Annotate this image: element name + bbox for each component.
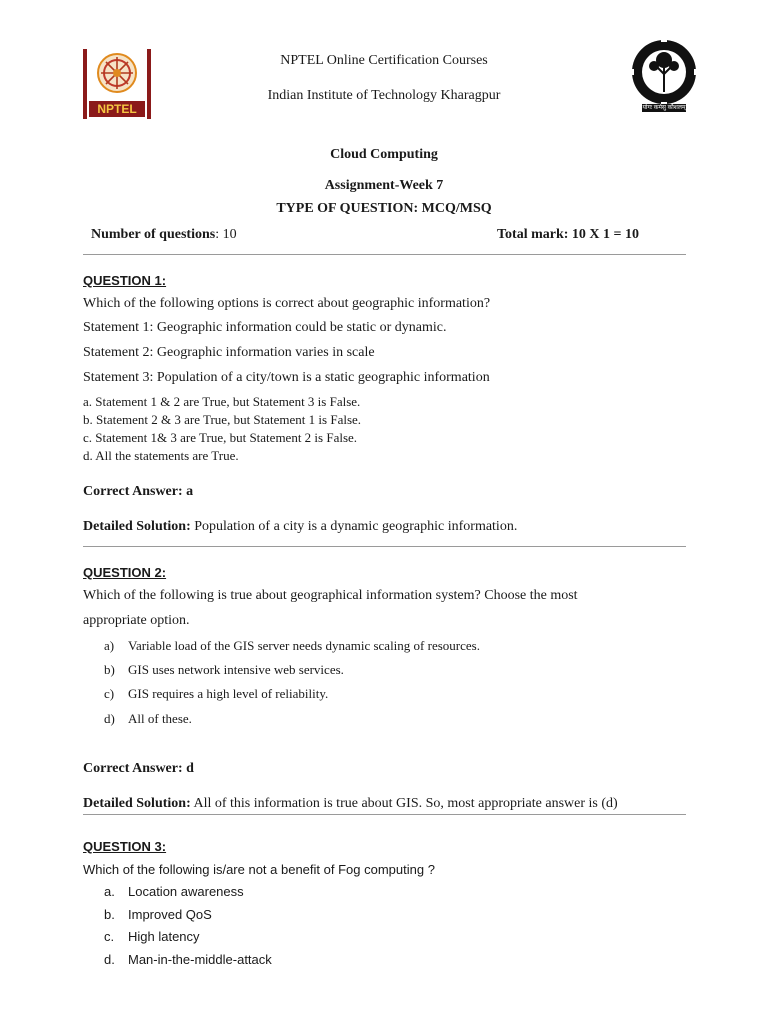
- question-2-option: [104, 686, 328, 702]
- question-2-solution: [83, 796, 618, 812]
- question-2-option: [104, 711, 192, 727]
- option-text: All of these.: [128, 711, 192, 726]
- course-title: Cloud Computing: [330, 147, 438, 162]
- question-2-text: Which of the following is true about geographical information system? Choose the most: [83, 588, 578, 603]
- option-text: High latency: [128, 929, 200, 944]
- number-of-questions: [91, 227, 237, 243]
- option-text: GIS requires a high level of reliability.: [128, 686, 329, 701]
- question-1-solution: [83, 519, 517, 535]
- divider: [83, 814, 686, 815]
- nptel-logo-text: NPTEL: [97, 102, 137, 116]
- question-2-answer: Correct Answer: d: [83, 761, 194, 776]
- question-1-option: d. All the statements are True.: [83, 448, 239, 463]
- divider: [83, 254, 686, 255]
- option-label: b): [104, 662, 115, 677]
- question-3-option: [104, 952, 272, 967]
- question-3-option: [104, 929, 200, 944]
- question-3-option: [104, 907, 212, 922]
- question-type: TYPE OF QUESTION: MCQ/MSQ: [276, 201, 492, 216]
- question-3-option: [104, 884, 244, 899]
- question-1-option: c. Statement 1& 3 are True, but Statement 2 is False.: [83, 430, 358, 445]
- question-1-answer: Correct Answer: a: [83, 484, 194, 499]
- question-1-text: Which of the following options is correct about geographic information?: [83, 296, 491, 311]
- iit-logo-motto: योगः कर्मसु कौशलम्: [642, 105, 686, 111]
- solution-label: Detailed Solution:: [83, 519, 191, 534]
- option-label: b.: [104, 907, 115, 922]
- option-label: a.: [104, 884, 115, 899]
- option-label: c.: [104, 929, 115, 944]
- header-line-2: Indian Institute of Technology Kharagpur: [267, 88, 501, 103]
- option-text: Location awareness: [128, 884, 244, 899]
- question-1-option: b. Statement 2 & 3 are True, but Statement 1 is False.: [83, 412, 362, 427]
- iit-kharagpur-logo: [630, 36, 698, 116]
- option-text: Improved QoS: [128, 907, 212, 922]
- question-1-title: QUESTION 1:: [83, 273, 167, 288]
- option-label: a): [104, 638, 115, 653]
- question-2-text: appropriate option.: [83, 613, 190, 628]
- option-text: Variable load of the GIS server needs dynamic scaling of resources.: [128, 638, 480, 653]
- option-text: Man-in-the-middle-attack: [128, 952, 272, 967]
- question-2-title: QUESTION 2:: [83, 565, 167, 580]
- question-1-statement: Statement 2: Geographic information varies in scale: [83, 345, 375, 360]
- option-label: d.: [104, 952, 115, 967]
- solution-text: All of this information is true about GIS. So, most appropriate answer is (d): [190, 796, 618, 811]
- question-1-statement: Statement 1: Geographic information could be static or dynamic.: [83, 320, 447, 335]
- number-of-questions-value: : 10: [215, 227, 237, 242]
- question-2-option: [104, 638, 480, 654]
- total-mark: Total mark: 10 X 1 = 10: [497, 227, 640, 242]
- question-1-statement: Statement 3: Population of a city/town is a static geographic information: [83, 370, 490, 385]
- question-3-text: Which of the following is/are not a benefit of Fog computing ?: [83, 862, 435, 877]
- question-3-title: QUESTION 3:: [83, 839, 167, 854]
- header-line-1: NPTEL Online Certification Courses: [280, 53, 488, 68]
- number-of-questions-label: Number of questions: [91, 227, 216, 242]
- question-1-option: a. Statement 1 & 2 are True, but Statement 3 is False.: [83, 394, 361, 409]
- question-2-option: [104, 662, 344, 678]
- solution-text: Population of a city is a dynamic geographic information.: [190, 519, 518, 534]
- option-label: d): [104, 711, 115, 726]
- option-text: GIS uses network intensive web services.: [128, 662, 344, 677]
- assignment-title: Assignment-Week 7: [324, 178, 444, 193]
- solution-label: Detailed Solution:: [83, 796, 191, 811]
- option-label: c): [104, 686, 115, 701]
- divider: [83, 546, 686, 547]
